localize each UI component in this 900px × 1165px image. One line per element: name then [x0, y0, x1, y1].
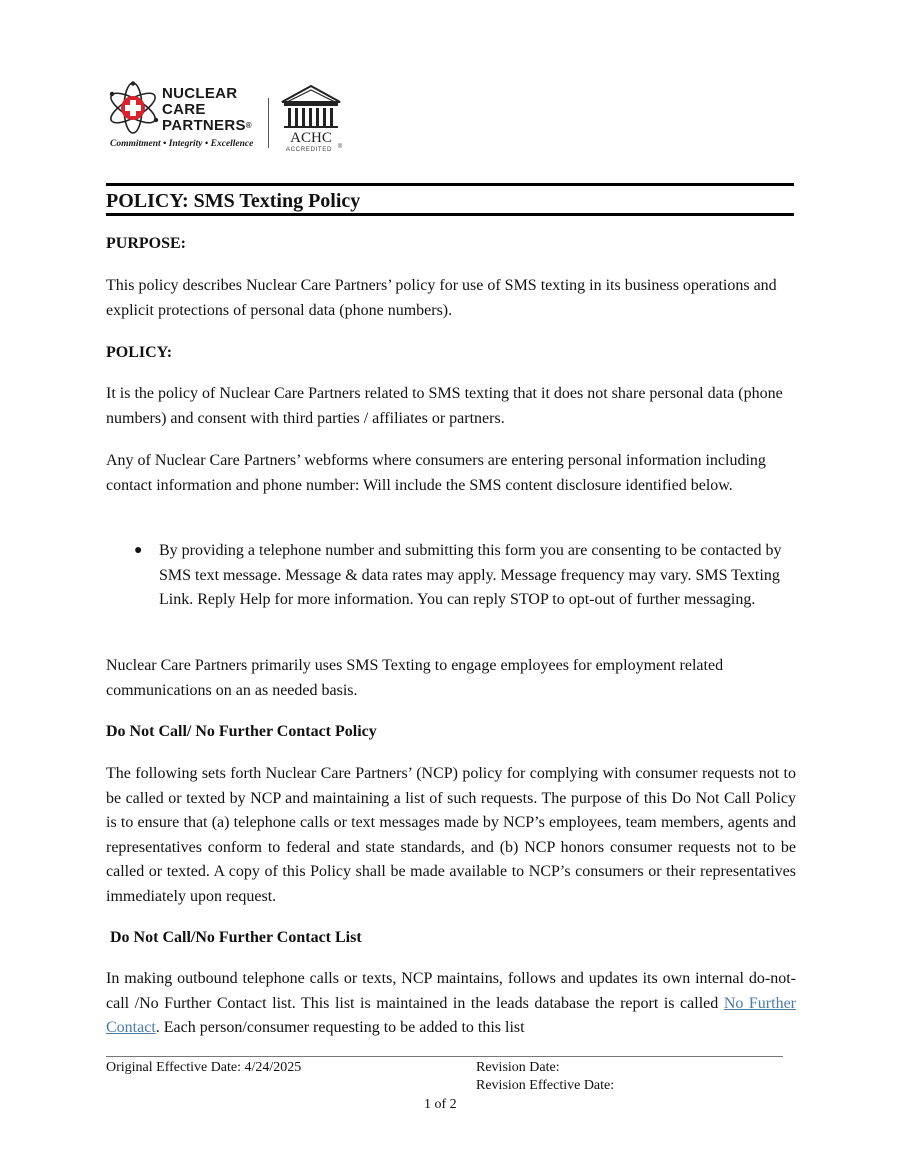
bullet-marker: ●	[134, 543, 143, 558]
footer-rule	[106, 1056, 783, 1057]
ncp-wordmark	[162, 86, 252, 134]
dnc-list-paragraph	[106, 967, 796, 1041]
page-number: 1 of 2	[424, 1097, 457, 1112]
dnc-list-text-after: . Each person/consumer requesting to be added to this list	[155, 1019, 525, 1036]
title-top-rule	[106, 183, 794, 186]
accredited-text: ACCREDITED	[285, 146, 333, 153]
logo-line-1: NUCLEAR	[162, 85, 238, 102]
logo-line-2: CARE	[162, 101, 206, 118]
purpose-paragraph: This policy describes Nuclear Care Partners’ policy for use of SMS texting in its business operations and explicit protections of personal data (phone numbers).	[106, 277, 777, 319]
logo-line-3: PARTNERS	[162, 117, 246, 134]
logo-tagline: Commitment • Integrity • Excellence	[110, 139, 254, 149]
sms-disclosure-bullet: By providing a telephone number and submitting this form you are consenting to be contacted by SMS text message. Message & data rates may apply. Message frequency may vary. SMS Texting Link. Reply Help for more information. You can reply STOP to opt-out of further messaging.	[159, 542, 782, 608]
policy-paragraph-3: Nuclear Care Partners primarily uses SMS Texting to engage employees for employment related communications on an as needed basis.	[106, 657, 724, 699]
ncp-atom-logo-icon	[106, 80, 162, 136]
policy-paragraph-1: It is the policy of Nuclear Care Partners related to SMS texting that it does not share personal data (phone numbers) and consent with third parties / affiliates or partners.	[106, 385, 783, 427]
logo-divider	[268, 98, 269, 148]
dnc-list-text-before: In making outbound telephone calls or texts, NCP maintains, follows and updates its own internal do-not-call /No Further Contact list. This list is maintained in the leads database the report is called	[106, 970, 796, 1012]
title-bottom-rule	[106, 213, 794, 216]
achc-text: ACHC	[290, 130, 332, 146]
dnc-list-heading: Do Not Call/No Further Contact List	[106, 929, 362, 946]
achc-accredited-logo-icon	[278, 82, 344, 154]
original-effective-date: Original Effective Date: 4/24/2025	[106, 1060, 302, 1075]
dnc-policy-paragraph: The following sets forth Nuclear Care Partners’ (NCP) policy for complying with consumer requests not to be called or texted by NCP and maintaining a list of such requests. The purpose of this Do Not Call Policy is to ensure that (a) telephone calls or text messages made by NCP’s employees, team members, agents and representatives conform to federal and state standards, and (b) NCP honors consumer requests not to be called or texted. A copy of this Policy shall be made available to NCP’s consumers or their representatives immediately upon request.	[106, 765, 796, 905]
logo-reg-mark: ®	[245, 121, 252, 130]
no-further-contact-link[interactable]: No Further Contact	[106, 994, 797, 1036]
revision-date: Revision Date:	[476, 1060, 560, 1075]
policy-paragraph-2: Any of Nuclear Care Partners’ webforms where consumers are entering personal information including contact information and phone number: Will include the SMS content disclosure identified below.	[106, 452, 766, 494]
achc-reg-mark: ®	[337, 144, 343, 150]
header-logo	[106, 80, 366, 160]
page-title: POLICY: SMS Texting Policy	[106, 190, 361, 212]
purpose-heading: PURPOSE:	[106, 235, 186, 252]
revision-effective-date: Revision Effective Date:	[476, 1078, 615, 1093]
policy-heading: POLICY:	[106, 344, 173, 361]
dnc-policy-heading: Do Not Call/ No Further Contact Policy	[106, 723, 377, 740]
